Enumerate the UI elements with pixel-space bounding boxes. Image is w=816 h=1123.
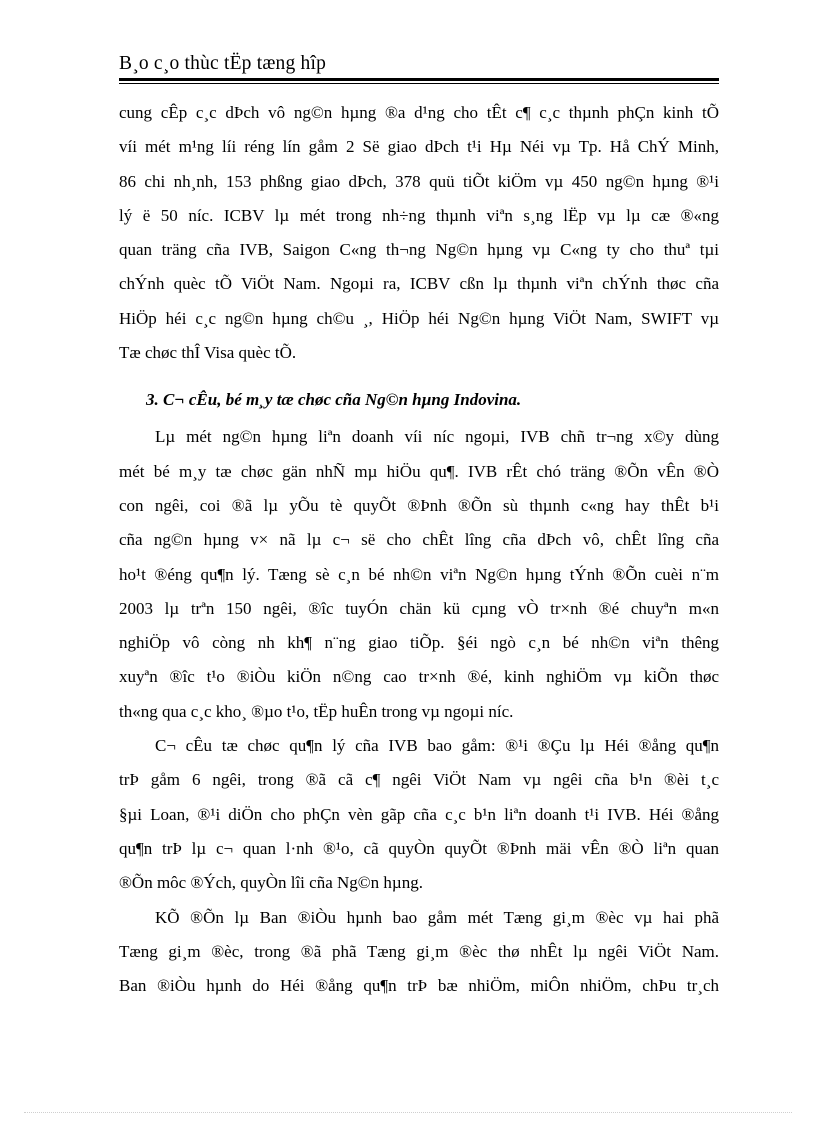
- text-line: nghiÖp vô còng nh kh¶ n¨ng giao tiÕp. §éi ngò c¸n bé nh©n viªn thêng: [119, 633, 719, 653]
- text-line: quan träng cña IVB, Saigon C«ng th¬ng Ng©n hµng vµ C«ng ty cho thuª tµi: [119, 240, 719, 260]
- text-line: víi mét m¹ng líi réng lín gåm 2 Së giao dÞch t¹i Hµ Néi vµ Tp. Hå ChÝ Minh,: [119, 137, 719, 157]
- text-line: 2003 lµ trªn 150 ngêi, ®îc tuyÓn chän kü cµng vÒ tr×nh ®é chuyªn m«n: [119, 598, 719, 618]
- text-line: ho¹t ®éng qu¶n lý. Tæng sè c¸n bé nh©n viªn Ng©n hµng tÝnh ®Õn cuèi n¨m: [119, 564, 719, 584]
- text-line: th«ng qua c¸c kho¸ ®µo t¹o, tËp huÊn trong vµ ngoµi níc.: [119, 701, 514, 721]
- header-rule-thick: [119, 78, 719, 81]
- text-line: Ban ®iÒu hµnh do Héi ®ång qu¶n trÞ bæ nhiÖm, miÔn nhiÖm, chÞu tr¸ch: [119, 976, 719, 996]
- text-line: Tæ chøc thÎ Visa quèc tÕ.: [119, 343, 297, 363]
- paragraph-staff: [119, 420, 719, 729]
- text-line: HiÖp héi c¸c ng©n hµng ch©u ¸, HiÖp héi Ng©n hµng ViÖt Nam, SWIFT vµ: [119, 308, 719, 328]
- text-line: 86 chi nh¸nh, 153 phßng giao dÞch, 378 quü tiÕt kiÖm vµ 450 ng©n hµng ®¹i: [119, 171, 719, 191]
- header-title: B¸o c¸o thùc tËp tæng hîp: [119, 53, 327, 74]
- text-line: C¬ cÊu tæ chøc qu¶n lý cña IVB bao gåm: ®¹i ®Çu lµ Héi ®ång qu¶n: [155, 736, 719, 756]
- text-line: lý ë 50 níc. ICBV lµ mét trong nh÷ng thµnh viªn s¸ng lËp vµ lµ cæ ®«ng: [119, 205, 719, 225]
- text-line: Tæng gi¸m ®èc, trong ®ã phã Tæng gi¸m ®èc thø nhÊt lµ ngêi ViÖt Nam.: [119, 941, 719, 961]
- paragraph-structure: [119, 729, 719, 900]
- text-line: cña ng©n hµng v× nã lµ c¬ së cho chÊt lîng cña dÞch vô, chÊt lîng cña: [119, 530, 719, 550]
- text-line: qu¶n trÞ lµ c¬ quan l·nh ®¹o, cã quyÒn quyÕt ®Þnh mäi vÊn ®Ò liªn quan: [119, 838, 719, 858]
- document-body: [119, 96, 719, 1003]
- text-line: mét bé m¸y tæ chøc gän nhÑ mµ hiÖu qu¶. IVB rÊt chó träng ®Õn vÊn ®Ò: [119, 461, 719, 481]
- page-header: [119, 52, 719, 84]
- text-line: Lµ mét ng©n hµng liªn doanh víi níc ngoµi, IVB chñ tr¬ng x©y dùng: [155, 427, 719, 447]
- page-bottom-border: [24, 1112, 792, 1113]
- text-line: cung cÊp c¸c dÞch vô ng©n hµng ®a d¹ng cho tÊt c¶ c¸c thµnh phÇn kinh tÕ: [119, 103, 719, 122]
- header-rule-thin: [119, 83, 719, 84]
- section-heading: 3. C¬ cÊu, bé m¸y tæ chøc cña Ng©n hµng Indovina.: [146, 390, 522, 410]
- text-line: ®Õn môc ®Ých, quyÒn lîi cña Ng©n hµng.: [119, 873, 423, 893]
- text-line: KÕ ®Õn lµ Ban ®iÒu hµnh bao gåm mét Tæng gi¸m ®èc vµ hai phã: [155, 907, 719, 927]
- text-line: chÝnh quèc tÕ ViÖt Nam. Ngoµi ra, ICBV cßn lµ thµnh viªn chÝnh thøc cña: [119, 274, 719, 294]
- paragraph-management: [119, 901, 719, 1004]
- intro-paragraph: [119, 96, 719, 370]
- text-line: trÞ gåm 6 ngêi, trong ®ã cã c¶ ngêi ViÖt Nam vµ ngêi cña b¹n ®èi t¸c: [119, 770, 719, 790]
- text-line: §µi Loan, ®¹i diÖn cho phÇn vèn gãp cña c¸c b¹n liªn doanh t¹i IVB. Héi ®ång: [119, 804, 719, 824]
- text-line: con ngêi, coi ®ã lµ yÕu tè quyÕt ®Þnh ®Õn sù thµnh c«ng hay thÊt b¹i: [119, 495, 719, 515]
- text-line: xuyªn ®îc t¹o ®iÒu kiÖn n©ng cao tr×nh ®é, kinh nghiÖm vµ kiÕn thøc: [119, 667, 719, 687]
